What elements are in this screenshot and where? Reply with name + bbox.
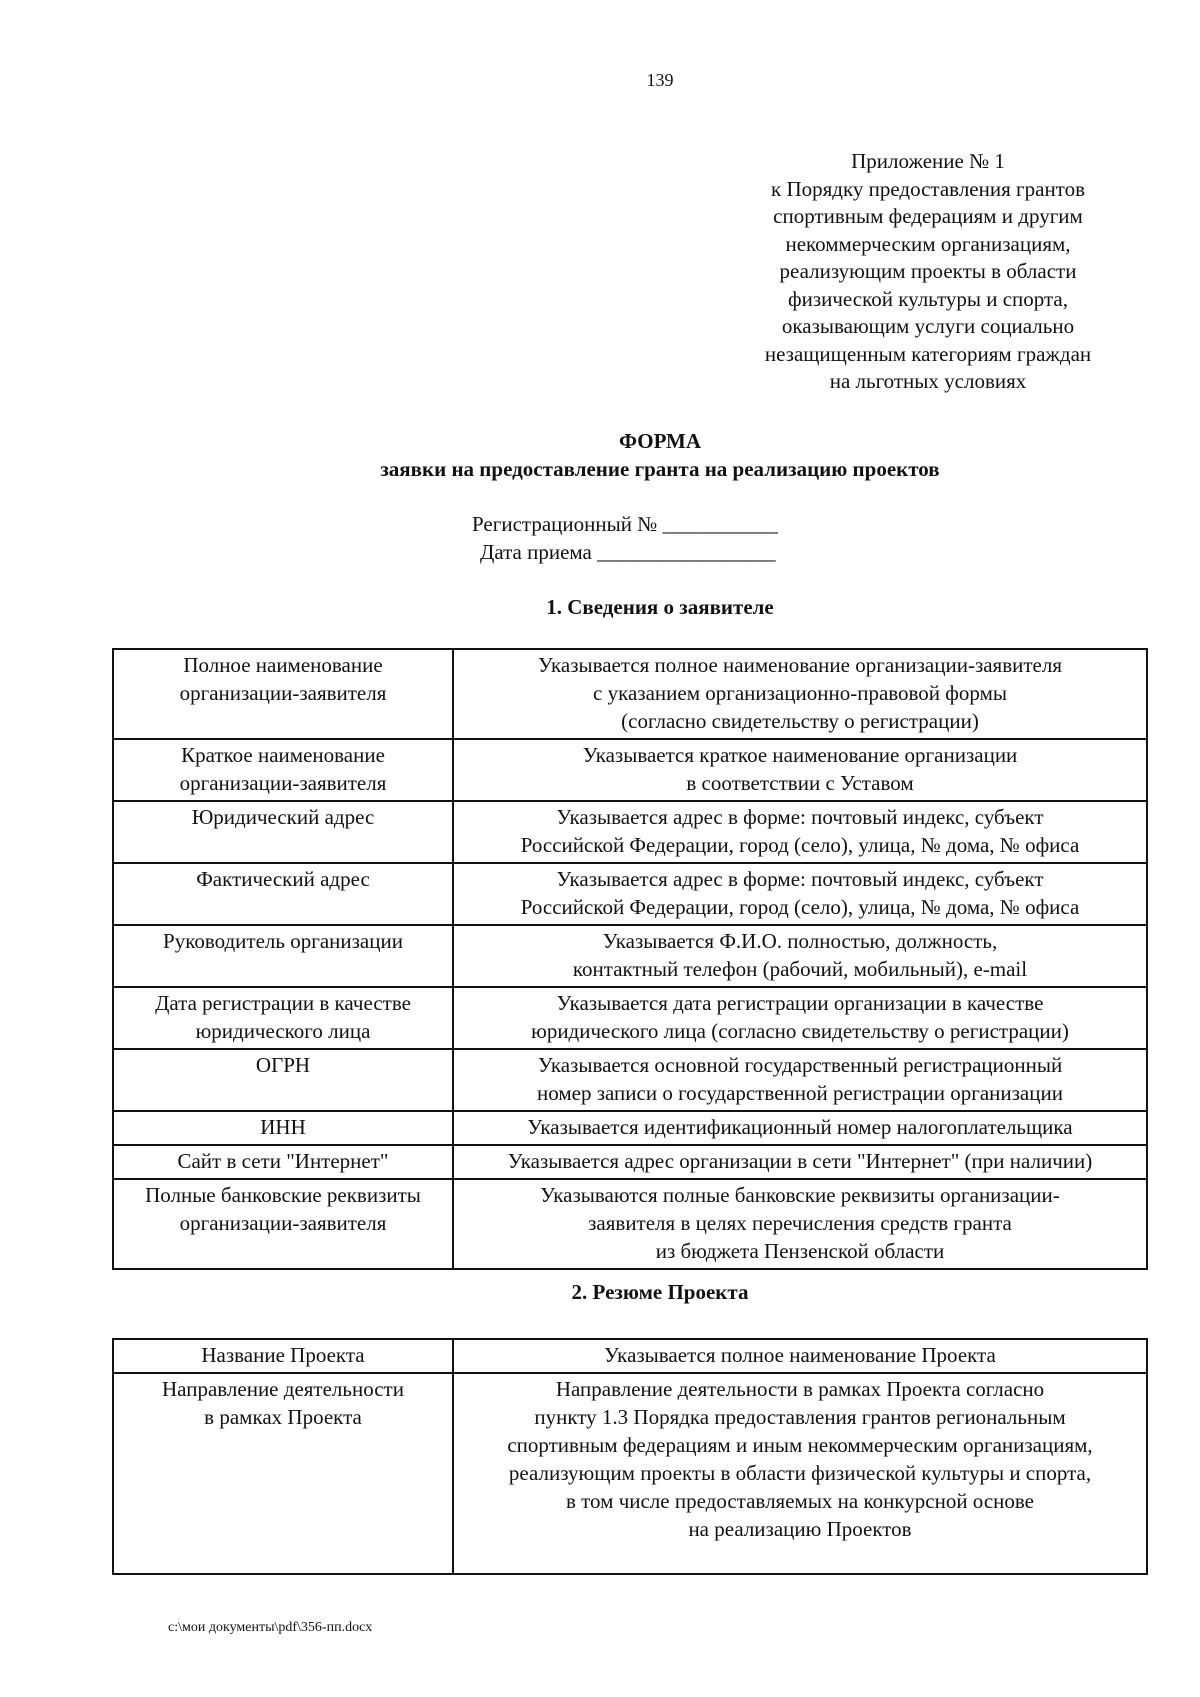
row-label-cell — [113, 863, 453, 925]
row-value-line: в том числе предоставляемых на конкурсной основе — [565, 1489, 1035, 1513]
row-value-cell — [453, 925, 1147, 987]
row-value-line: спортивным федерациям и иным некоммерческим организациям, — [507, 1433, 1093, 1457]
section-2-title: 2. Резюме Проекта — [571, 1280, 749, 1304]
row-label-line: Руководитель организации — [163, 929, 403, 953]
row-label-line: ОГРН — [255, 1053, 311, 1077]
row-value-line: с указанием организационно-правовой формы — [593, 681, 1007, 705]
row-value-cell — [453, 863, 1147, 925]
row-value-cell — [453, 1111, 1147, 1145]
project-summary-table — [112, 1338, 1148, 1575]
row-label-cell — [113, 1373, 453, 1574]
row-value-line: Указывается основной государственный регистрационный — [537, 1053, 1063, 1077]
row-value-line: Указывается Ф.И.О. полностью, должность, — [602, 929, 998, 953]
appendix-line: незащищенным категориям граждан — [764, 341, 1092, 366]
row-value-cell — [453, 1179, 1147, 1269]
row-value-line: Российской Федерации, город (село), улица, № дома, № офиса — [520, 895, 1080, 919]
row-label-line: Название Проекта — [201, 1343, 365, 1367]
appendix-line: физической культуры и спорта, — [787, 286, 1068, 311]
row-label-line: Дата регистрации в качестве — [155, 991, 411, 1015]
table-row — [113, 925, 1147, 987]
row-value-line: Направление деятельности в рамках Проекта согласно — [555, 1377, 1045, 1401]
registration-number: Регистрационный № ___________ — [472, 512, 778, 536]
row-label-line: организации-заявителя — [179, 1211, 387, 1235]
appendix-line: некоммерческим организациям, — [785, 231, 1071, 256]
table-row — [113, 649, 1147, 739]
applicant-info-table — [112, 648, 1148, 1270]
row-label-cell — [113, 1049, 453, 1111]
row-label-cell — [113, 1145, 453, 1179]
row-label-line: организации-заявителя — [179, 681, 387, 705]
row-label-cell — [113, 739, 453, 801]
row-value-line: реализующим проекты в области физической культуры и спорта, — [508, 1461, 1092, 1485]
row-value-line: (согласно свидетельству о регистрации) — [621, 709, 979, 733]
row-value-cell — [453, 1339, 1147, 1373]
row-label-cell — [113, 987, 453, 1049]
row-label-line: Юридический адрес — [191, 805, 375, 829]
row-label-line: Полные банковские реквизиты — [145, 1183, 421, 1207]
row-value-cell — [453, 1373, 1147, 1574]
row-value-cell — [453, 1145, 1147, 1179]
table-row — [113, 1049, 1147, 1111]
row-label-line: Направление деятельности — [162, 1377, 404, 1401]
row-value-line: из бюджета Пензенской области — [655, 1239, 945, 1263]
appendix-line: к Порядку предоставления грантов — [771, 176, 1085, 201]
row-label-line: Сайт в сети "Интернет" — [177, 1149, 389, 1173]
row-value-line: номер записи о государственной регистрации организации — [537, 1081, 1063, 1105]
row-label-cell — [113, 801, 453, 863]
row-label-cell — [113, 1111, 453, 1145]
row-value-line: Указывается краткое наименование организации — [582, 743, 1018, 767]
form-title-heading: ФОРМА — [618, 429, 702, 453]
row-value-line: Указывается полное наименование организации-заявителя — [537, 653, 1063, 677]
row-value-cell — [453, 739, 1147, 801]
row-label-line: Полное наименование — [183, 653, 383, 677]
appendix-line: оказывающим услуги социально — [781, 314, 1075, 338]
row-value-line: юридического лица (согласно свидетельству о регистрации) — [531, 1019, 1069, 1043]
row-value-line: Указывается дата регистрации организации в качестве — [556, 991, 1044, 1015]
row-value-line: контактный телефон (рабочий, мобильный), e-mail — [572, 957, 1028, 981]
project-summary-table-body — [113, 1339, 1147, 1574]
appendix-line: Приложение № 1 — [851, 149, 1005, 173]
row-value-line: Российской Федерации, город (село), улица, № дома, № офиса — [520, 833, 1080, 857]
row-value-line: Указывается адрес организации в сети "Интернет" (при наличии) — [507, 1149, 1093, 1173]
row-value-line: Указывается полное наименование Проекта — [604, 1343, 996, 1367]
section-1-title: 1. Сведения о заявителе — [546, 595, 774, 619]
row-value-line: Указываются полные банковские реквизиты организации- — [540, 1183, 1060, 1207]
row-value-line: на реализацию Проектов — [688, 1517, 912, 1541]
row-label-line: ИНН — [260, 1115, 306, 1139]
row-value-line: заявителя в целях перечисления средств гранта — [588, 1211, 1012, 1235]
row-value-cell — [453, 987, 1147, 1049]
row-label-line: Краткое наименование — [181, 743, 385, 767]
table-row — [113, 1111, 1147, 1145]
row-value-line: в соответствии с Уставом — [686, 771, 914, 795]
row-value-line: Указывается адрес в форме: почтовый индекс, субъект — [556, 805, 1044, 829]
row-label-line: Фактический адрес — [196, 867, 370, 891]
registration-block — [470, 510, 870, 566]
registration-date: Дата приема _________________ — [480, 540, 776, 564]
row-value-cell — [453, 1049, 1147, 1111]
row-label-line: организации-заявителя — [179, 771, 387, 795]
form-title — [0, 427, 1200, 483]
row-value-cell — [453, 801, 1147, 863]
row-value-line: Указывается идентификационный номер налогоплательщика — [527, 1115, 1073, 1139]
page-number: 139 — [646, 70, 674, 90]
table-row — [113, 1373, 1147, 1574]
table-row — [113, 801, 1147, 863]
row-label-cell — [113, 1339, 453, 1373]
row-label-cell — [113, 1179, 453, 1269]
table-row — [113, 863, 1147, 925]
appendix-line: на льготных условиях — [829, 369, 1027, 393]
row-value-line: пункту 1.3 Порядка предоставления грантов региональным — [534, 1405, 1066, 1429]
form-title-subheading: заявки на предоставление гранта на реализацию проектов — [380, 457, 940, 481]
appendix-line: спортивным федерациям и другим — [773, 204, 1083, 228]
table-row — [113, 1145, 1147, 1179]
appendix-line: реализующим проекты в области — [779, 259, 1077, 283]
row-label-line: юридического лица — [195, 1019, 371, 1043]
table-row — [113, 987, 1147, 1049]
row-value-line: Указывается адрес в форме: почтовый индекс, субъект — [556, 867, 1044, 891]
appendix-header — [728, 148, 1128, 396]
table-row — [113, 1339, 1147, 1373]
applicant-info-table-body — [113, 649, 1147, 1269]
table-row — [113, 739, 1147, 801]
row-value-cell — [453, 649, 1147, 739]
row-label-cell — [113, 649, 453, 739]
table-row — [113, 1179, 1147, 1269]
row-label-line: в рамках Проекта — [204, 1405, 362, 1429]
file-path-footer: c:\мои документы\pdf\356-пп.docx — [168, 1620, 373, 1635]
row-label-cell — [113, 925, 453, 987]
